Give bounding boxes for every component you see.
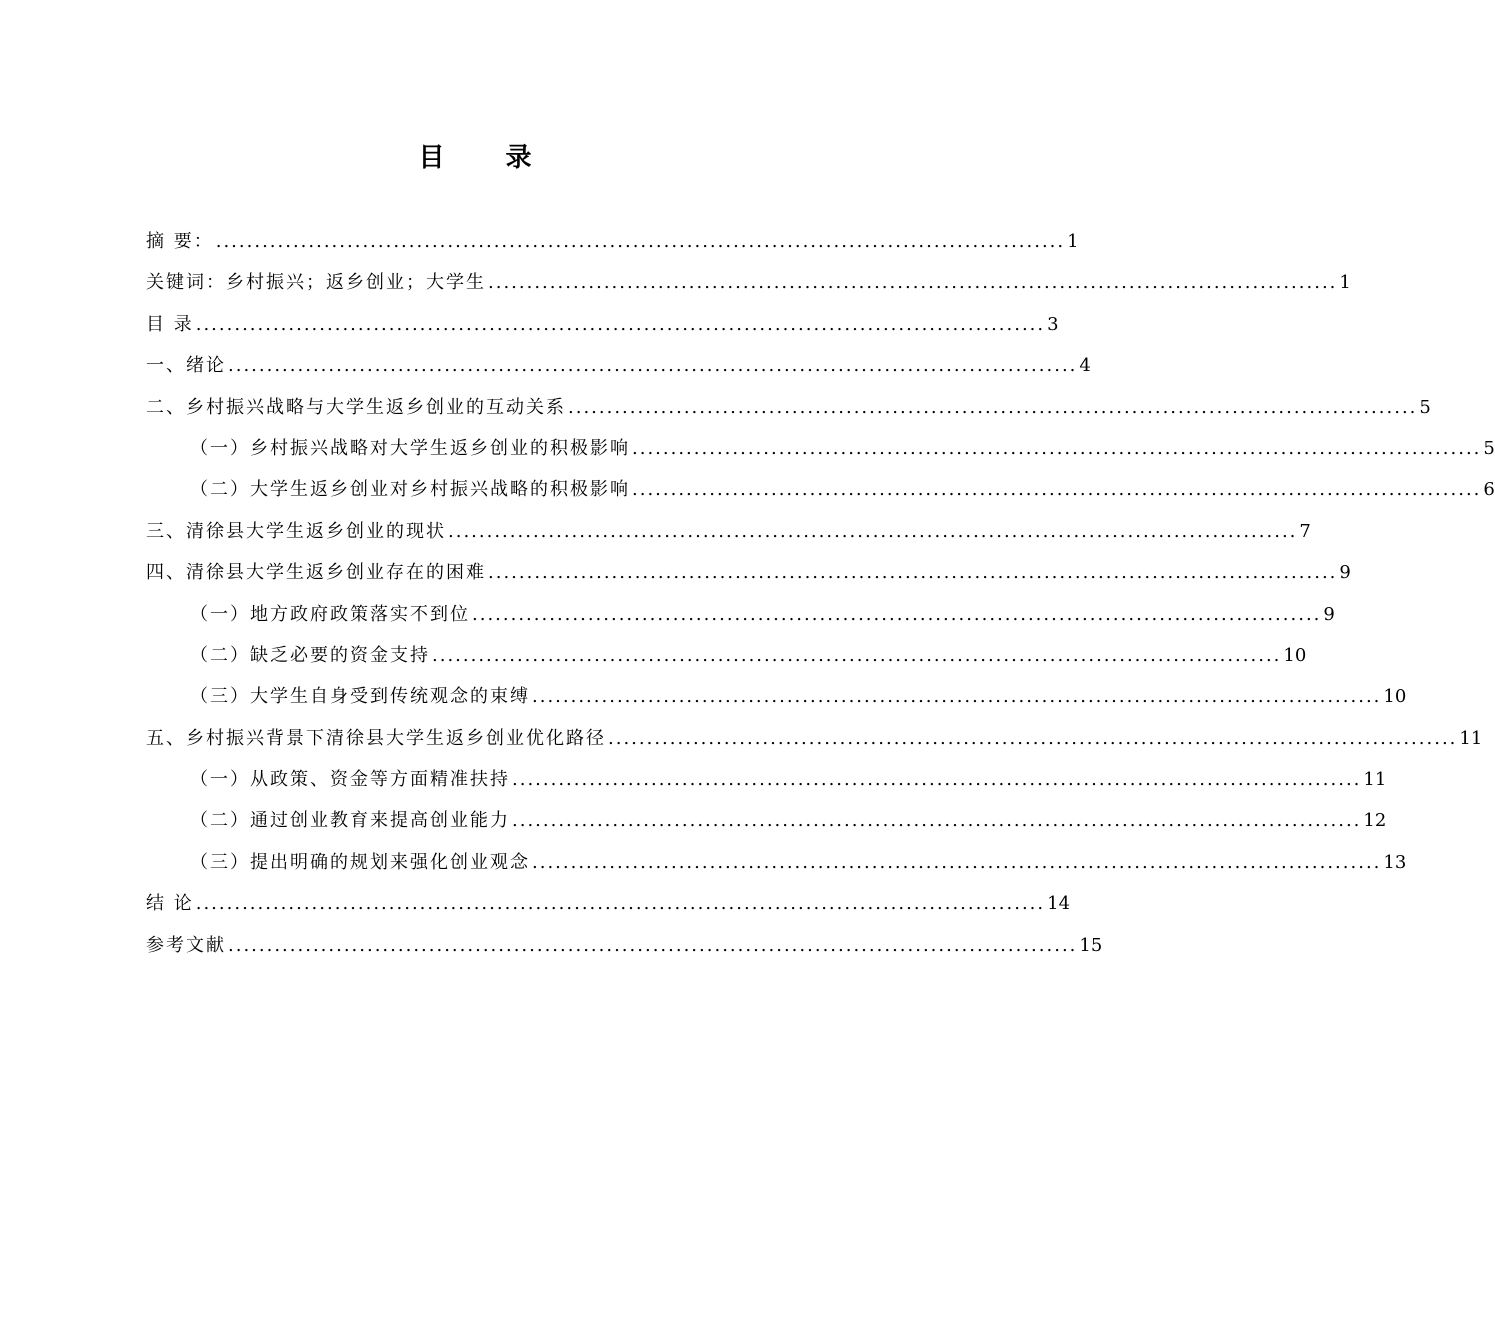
toc-entry[interactable] [146,800,1387,841]
toc-entry-label: （一）地方政府政策落实不到位 [190,603,470,625]
toc-entry[interactable] [146,759,1387,800]
toc-dot-leader: .............................................................................................................. [568,396,1418,418]
toc-entry[interactable] [146,883,1071,924]
toc-entry[interactable] [146,594,1335,635]
toc-entry[interactable] [146,262,1351,303]
toc-page-number: 5 [1483,437,1495,459]
toc-page-number: 1 [1339,272,1351,294]
toc-entry[interactable] [146,676,1407,717]
toc-page-number: 11 [1363,769,1387,791]
toc-dot-leader: .............................................................................................................. [488,272,1338,294]
toc-entry-label: （一）乡村振兴战略对大学生返乡创业的积极影响 [190,437,630,459]
toc-entry[interactable] [146,221,1079,262]
toc-dot-leader: .............................................................................................................. [512,810,1362,832]
toc-entry-label: 参考文献 [146,934,226,956]
toc-page-number: 9 [1323,603,1335,625]
toc-entry[interactable] [146,552,1351,593]
toc-entry-label: 三、清徐县大学生返乡创业的现状 [146,520,446,542]
toc-entry-label: （三）大学生自身受到传统观念的束缚 [190,686,530,708]
toc-entry-label: 四、清徐县大学生返乡创业存在的困难 [146,562,486,584]
toc-entry[interactable] [146,718,1483,759]
toc-dot-leader: .............................................................................................................. [228,934,1078,956]
toc-dot-leader: .............................................................................................................. [228,355,1078,377]
toc-page-number: 14 [1047,893,1071,915]
toc-dot-leader: .............................................................................................................. [448,520,1298,542]
toc-title: 目 录 [418,143,558,173]
toc-entry[interactable] [146,635,1307,676]
toc-entry[interactable] [146,345,1091,386]
toc-page-number: 10 [1283,644,1307,666]
toc-dot-leader: .............................................................................................................. [432,644,1282,666]
toc-entry-label: （三）提出明确的规划来强化创业观念 [190,851,530,873]
toc-entry[interactable] [146,842,1407,883]
toc-page-number: 4 [1079,355,1091,377]
toc-entry-label: 结 论 [146,893,194,915]
toc-dot-leader: .............................................................................................................. [195,313,1046,335]
toc-entry[interactable] [146,387,1431,428]
toc-page-number: 15 [1079,934,1103,956]
toc-page-number: 5 [1419,396,1431,418]
toc-entry-label: （二）大学生返乡创业对乡村振兴战略的积极影响 [190,479,630,501]
toc-dot-leader: .............................................................................................................. [488,562,1338,584]
toc-entry-label: 目 录 [146,313,194,335]
toc-dot-leader: .............................................................................................................. [632,479,1482,501]
toc-page-number: 6 [1483,479,1495,501]
toc-list [146,221,1495,966]
toc-dot-leader: .............................................................................................................. [195,893,1046,915]
toc-entry[interactable] [146,925,1103,966]
toc-dot-leader: .............................................................................................................. [532,851,1382,873]
toc-page-number: 11 [1459,727,1483,749]
toc-entry[interactable] [146,428,1495,469]
toc-entry-label: 二、乡村振兴战略与大学生返乡创业的互动关系 [146,396,566,418]
toc-page-number: 13 [1383,851,1407,873]
toc-entry-label: 摘 要： [146,231,214,252]
toc-entry[interactable] [146,511,1311,552]
toc-entry-label: 五、乡村振兴背景下清徐县大学生返乡创业优化路径 [146,727,606,749]
toc-entry-label: 关键词：乡村振兴；返乡创业；大学生 [146,272,486,294]
toc-entry[interactable] [146,304,1059,345]
toc-entry-label: 一、绪论 [146,355,226,377]
toc-entry-label: （二）通过创业教育来提高创业能力 [190,810,510,832]
toc-page-number: 10 [1383,686,1407,708]
toc-entry-label: （二）缺乏必要的资金支持 [190,644,430,666]
toc-dot-leader: .............................................................................................................. [608,727,1458,749]
toc-page-number: 3 [1047,313,1059,335]
toc-page-number: 7 [1299,520,1311,542]
toc-dot-leader: .............................................................................................................. [532,686,1382,708]
toc-dot-leader: .............................................................................................................. [472,603,1322,625]
toc-page-number: 12 [1363,810,1387,832]
toc-dot-leader: .............................................................................................................. [215,231,1066,252]
toc-entry[interactable] [146,469,1495,510]
toc-dot-leader: .............................................................................................................. [632,437,1482,459]
toc-page-number: 9 [1339,562,1351,584]
toc-entry-label: （一）从政策、资金等方面精准扶持 [190,769,510,791]
toc-page-number: 1 [1067,231,1079,252]
toc-dot-leader: .............................................................................................................. [512,769,1362,791]
